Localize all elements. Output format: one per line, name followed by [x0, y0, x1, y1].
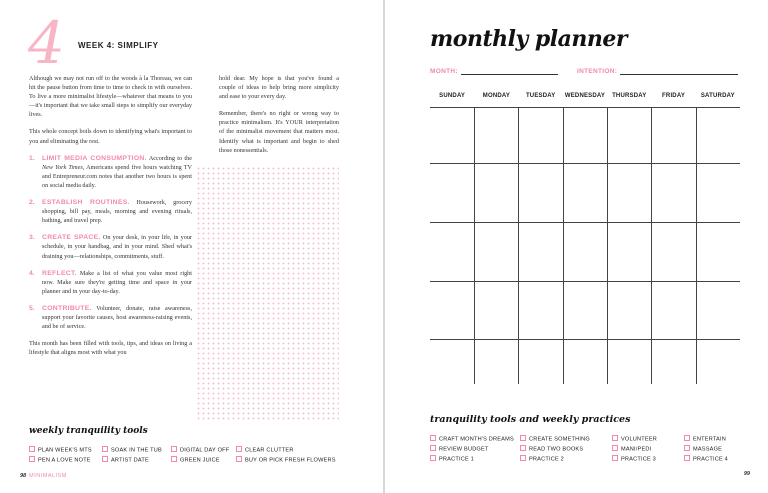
- month-input-line[interactable]: [461, 68, 558, 75]
- item-body: On your desk, in your life, in your schedule, in your handbag, and in your mind. Shed what's draining you—relationships, commitments, stuff.: [42, 234, 192, 260]
- item-heading: REFLECT.: [42, 269, 77, 277]
- checkbox[interactable]: [430, 435, 436, 441]
- section-name: MINIMALISM: [29, 473, 67, 479]
- checklist-item[interactable]: CLEAR CLUTTER: [236, 446, 294, 454]
- article-column-2: [219, 74, 339, 163]
- week-row-line: [430, 222, 740, 223]
- item-number: 1.: [29, 154, 35, 162]
- list-item: [29, 233, 192, 260]
- item-body-emphasis: New York Times: [42, 163, 83, 171]
- weekday-label: TUESDAY: [525, 93, 556, 99]
- list-item: [29, 269, 192, 296]
- list-item: [29, 154, 192, 190]
- planner-title: monthly planner: [430, 26, 627, 52]
- checklist-item[interactable]: PRACTICE 1: [430, 455, 474, 463]
- checklist-item[interactable]: DIGITAL DAY OFF: [171, 446, 229, 454]
- page-number: 98: [20, 473, 27, 479]
- checkbox[interactable]: [171, 456, 177, 462]
- right-page: [385, 0, 768, 493]
- checklist-item[interactable]: ENTERTAIN: [684, 435, 726, 443]
- practices-checklist: [430, 435, 750, 465]
- checklist-item[interactable]: SOAK IN THE TUB: [102, 446, 162, 454]
- checklist-item[interactable]: MASSAGE: [684, 445, 722, 453]
- week-row-line: [430, 281, 740, 282]
- left-page-footer: [20, 473, 67, 479]
- day-column-line: [474, 108, 475, 384]
- checkbox[interactable]: [520, 455, 526, 461]
- closing-paragraph: This month has been filled with tools, tips, and ideas on living a lifestyle that aligns most with what you: [29, 340, 192, 357]
- checkbox[interactable]: [236, 446, 242, 452]
- checkbox[interactable]: [520, 435, 526, 441]
- weekday-label: THURSDAY: [612, 93, 647, 99]
- page-number: 99: [743, 471, 750, 477]
- item-number: 5.: [29, 304, 35, 312]
- checkbox[interactable]: [430, 445, 436, 451]
- checklist-item[interactable]: CRAFT MONTH'S DREAMS: [430, 435, 514, 443]
- concept-paragraph: This whole concept boils down to identifying what's important to you and eliminating the rest.: [29, 128, 192, 145]
- checkbox[interactable]: [684, 445, 690, 451]
- checklist-item[interactable]: VOLUNTEER: [612, 435, 657, 443]
- item-number: 2.: [29, 199, 35, 207]
- article-column-1: [29, 74, 192, 365]
- checklist-item[interactable]: READ TWO BOOKS: [520, 445, 583, 453]
- checklist-item[interactable]: PRACTICE 3: [612, 455, 656, 463]
- item-heading: CONTRIBUTE.: [42, 304, 92, 312]
- checkbox[interactable]: [29, 456, 35, 462]
- checklist-item[interactable]: PLAN WEEK'S MTS: [29, 446, 92, 454]
- day-column-line: [651, 108, 652, 384]
- calendar-grid[interactable]: [430, 107, 740, 384]
- item-body: Make a list of what you value most right now. Make sure they're getting time and space in your planner and in your day-to-day.: [42, 269, 192, 295]
- intro-paragraph: Although we may not run off to the woods à la Thoreau, we can hit the pause button from time to time to check in with ourselves. To live a more minimalist lifestyle—whatever that means to you—it's important that we take small steps to simplify our everyday lives.: [29, 75, 192, 119]
- weekday-header: [430, 93, 740, 105]
- item-heading: CREATE SPACE.: [42, 234, 101, 242]
- item-number: 3.: [29, 234, 35, 242]
- checkbox[interactable]: [236, 456, 242, 462]
- checkbox[interactable]: [520, 445, 526, 451]
- checklist-item[interactable]: MANI/PEDI: [612, 445, 651, 453]
- weekly-tools-title: weekly tranquility tools: [29, 426, 148, 436]
- checkbox[interactable]: [684, 435, 690, 441]
- weekday-label: SUNDAY: [439, 93, 466, 99]
- checkbox[interactable]: [430, 455, 436, 461]
- continuation-paragraph: hold dear. My hope is that you've found a couple of ideas to help bring more simplicity and ease to your every day.: [219, 75, 339, 101]
- checklist-item[interactable]: PRACTICE 4: [684, 455, 728, 463]
- weekday-label: FRIDAY: [662, 93, 686, 99]
- month-label: MONTH:: [430, 68, 458, 75]
- checkbox[interactable]: [29, 446, 35, 452]
- checkbox[interactable]: [612, 445, 618, 451]
- week-row-line: [430, 339, 740, 340]
- list-item: [29, 198, 192, 225]
- checkbox[interactable]: [102, 446, 108, 452]
- day-column-line: [607, 108, 608, 384]
- intention-field[interactable]: [577, 68, 738, 75]
- weekday-label: SATURDAY: [700, 93, 735, 99]
- week-row-line: [430, 163, 740, 164]
- week-title: WEEK 4: SIMPLIFY: [78, 41, 159, 50]
- left-page: [0, 0, 383, 493]
- checkbox[interactable]: [612, 435, 618, 441]
- item-body: , Americans spend five hours watching TV and Entrepreneur.com notes that another two hours is spent on social media daily.: [42, 163, 192, 189]
- checklist-item[interactable]: ARTIST DATE: [102, 456, 149, 464]
- checkbox[interactable]: [684, 455, 690, 461]
- month-field[interactable]: [430, 68, 558, 75]
- item-number: 4.: [29, 269, 35, 277]
- checkbox[interactable]: [171, 446, 177, 452]
- intention-input-line[interactable]: [620, 68, 738, 75]
- day-column-line: [696, 108, 697, 384]
- checklist-item[interactable]: PEN A LOVE NOTE: [29, 456, 91, 464]
- item-heading: LIMIT MEDIA CONSUMPTION.: [42, 154, 147, 162]
- list-item: [29, 304, 192, 331]
- item-body: Housework, grocery shopping, bill pay, meals, morning and evening rituals, bathing, and travel prep.: [42, 199, 192, 225]
- item-body: Volunteer, donate, raise awareness, support your favorite causes, host awareness-raising events, and be of service.: [42, 304, 192, 331]
- checklist-item[interactable]: GREEN JUICE: [171, 456, 220, 464]
- weekday-label: MONDAY: [482, 93, 511, 99]
- dot-grid-notes-area: [196, 166, 339, 422]
- checklist-item[interactable]: CREATE SOMETHING: [520, 435, 590, 443]
- checklist-item[interactable]: BUY OR PICK FRESH FLOWERS: [236, 456, 336, 464]
- checklist-item[interactable]: REVIEW BUDGET: [430, 445, 489, 453]
- checkbox[interactable]: [102, 456, 108, 462]
- weekly-tools-checklist: [29, 446, 369, 466]
- weekday-label: WEDNESDAY: [564, 93, 606, 99]
- day-column-line: [518, 108, 519, 384]
- remember-paragraph: Remember, there's no right or wrong way to practice minimalism. It's YOUR interpretation of the minimalist movement that matters most. Identify what is important and begin to shed those nonessentials.: [219, 110, 339, 154]
- item-body: According to the: [146, 154, 192, 162]
- checkbox[interactable]: [612, 455, 618, 461]
- checklist-item[interactable]: PRACTICE 2: [520, 455, 564, 463]
- monthly-calendar: [430, 93, 740, 105]
- day-column-line: [563, 108, 564, 384]
- item-heading: ESTABLISH ROUTINES.: [42, 199, 130, 207]
- tranquility-practices-title: tranquility tools and weekly practices: [430, 414, 631, 425]
- intention-label: INTENTION:: [577, 68, 618, 75]
- week-number: 4: [28, 9, 65, 77]
